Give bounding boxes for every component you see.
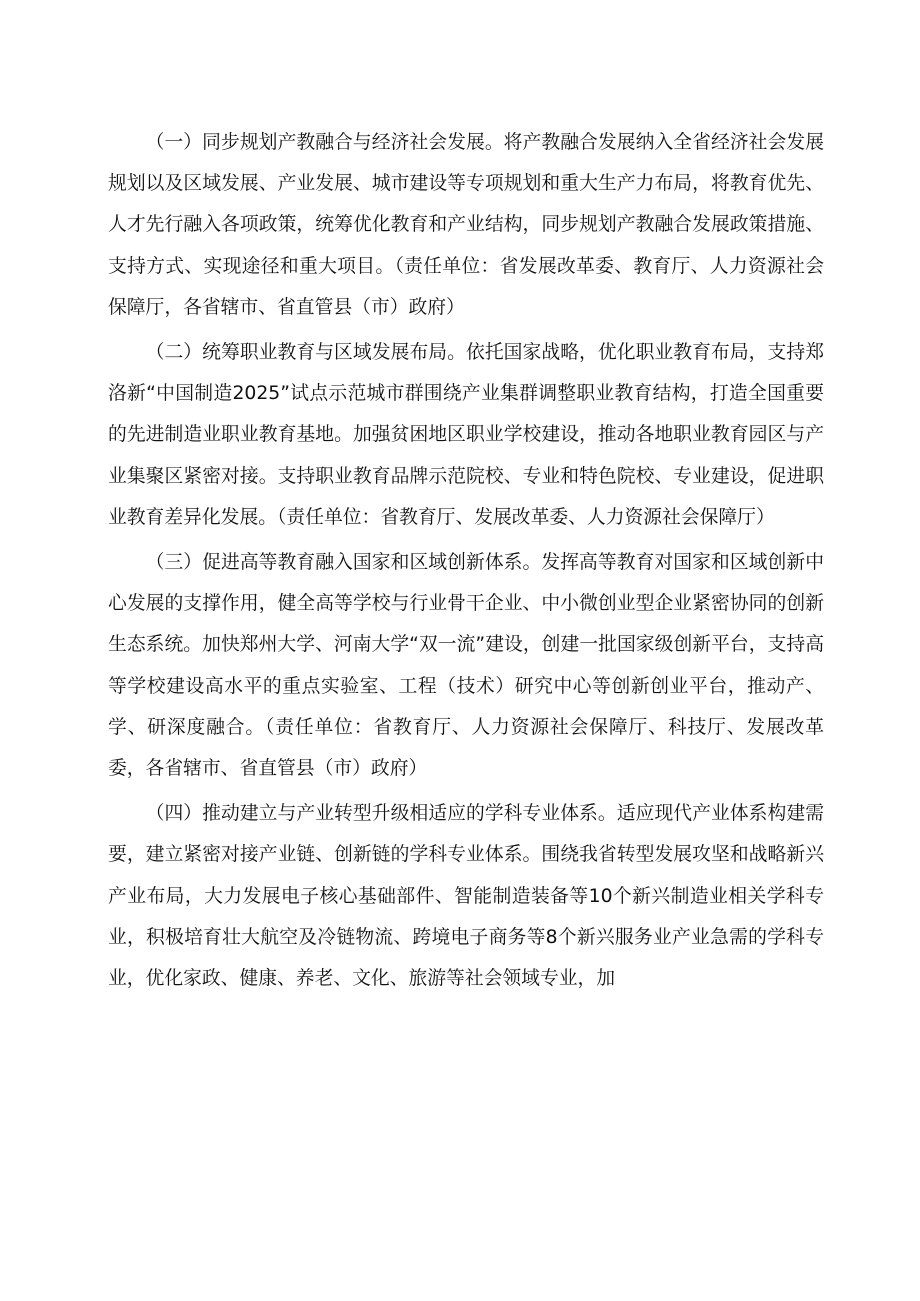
paragraph-2: （二）统筹职业教育与区域发展布局。依托国家战略，优化职业教育布局，支持郑洛新“中国制造2025”试点示范城市群围绕产业集群调整职业教育结构，打造全国重要的先进制造业职业教育基地。加强贫困地区职业学校建设，推动各地职业教育园区与产业集聚区紧密对接。支持职业教育品牌示范院校、专业和特色院校、专业建设，促进职业教育差异化发展。（责任单位：省教育厅、发展改革委、人力资源社会保障厅） <box>108 342 824 528</box>
document-body <box>108 122 824 1003</box>
paragraph-1: （一）同步规划产教融合与经济社会发展。将产教融合发展纳入全省经济社会发展规划以及区域发展、产业发展、城市建设等专项规划和重大生产力布局，将教育优先、人才先行融入各项政策，统筹优化教育和产业结构，同步规划产教融合发展政策措施、支持方式、实现途径和重大项目。（责任单位：省发展改革委、教育厅、人力资源社会保障厅，各省辖市、省直管县（市）政府） <box>108 132 824 318</box>
paragraph-3: （三）促进高等教育融入国家和区域创新体系。发挥高等教育对国家和区域创新中心发展的支撑作用，健全高等学校与行业骨干企业、中小微创业型企业紧密协同的创新生态系统。加快郑州大学、河南大学“双一流”建设，创建一批国家级创新平台，支持高等学校建设高水平的重点实验室、工程（技术）研究中心等创新创业平台，推动产、学、研深度融合。（责任单位：省教育厅、人力资源社会保障厅、科技厅、发展改革委，各省辖市、省直管县（市）政府） <box>108 552 824 780</box>
paragraph-4: （四）推动建立与产业转型升级相适应的学科专业体系。适应现代产业体系构建需要，建立紧密对接产业链、创新链的学科专业体系。围绕我省转型发展攻坚和战略新兴产业布局，大力发展电子核心基础部件、智能制造装备等10个新兴制造业相关学科专业，积极培育壮大航空及冷链物流、跨境电子商务等8个新兴服务业产业急需的学科专业，优化家政、健康、养老、文化、旅游等社会领域专业，加 <box>108 803 824 990</box>
